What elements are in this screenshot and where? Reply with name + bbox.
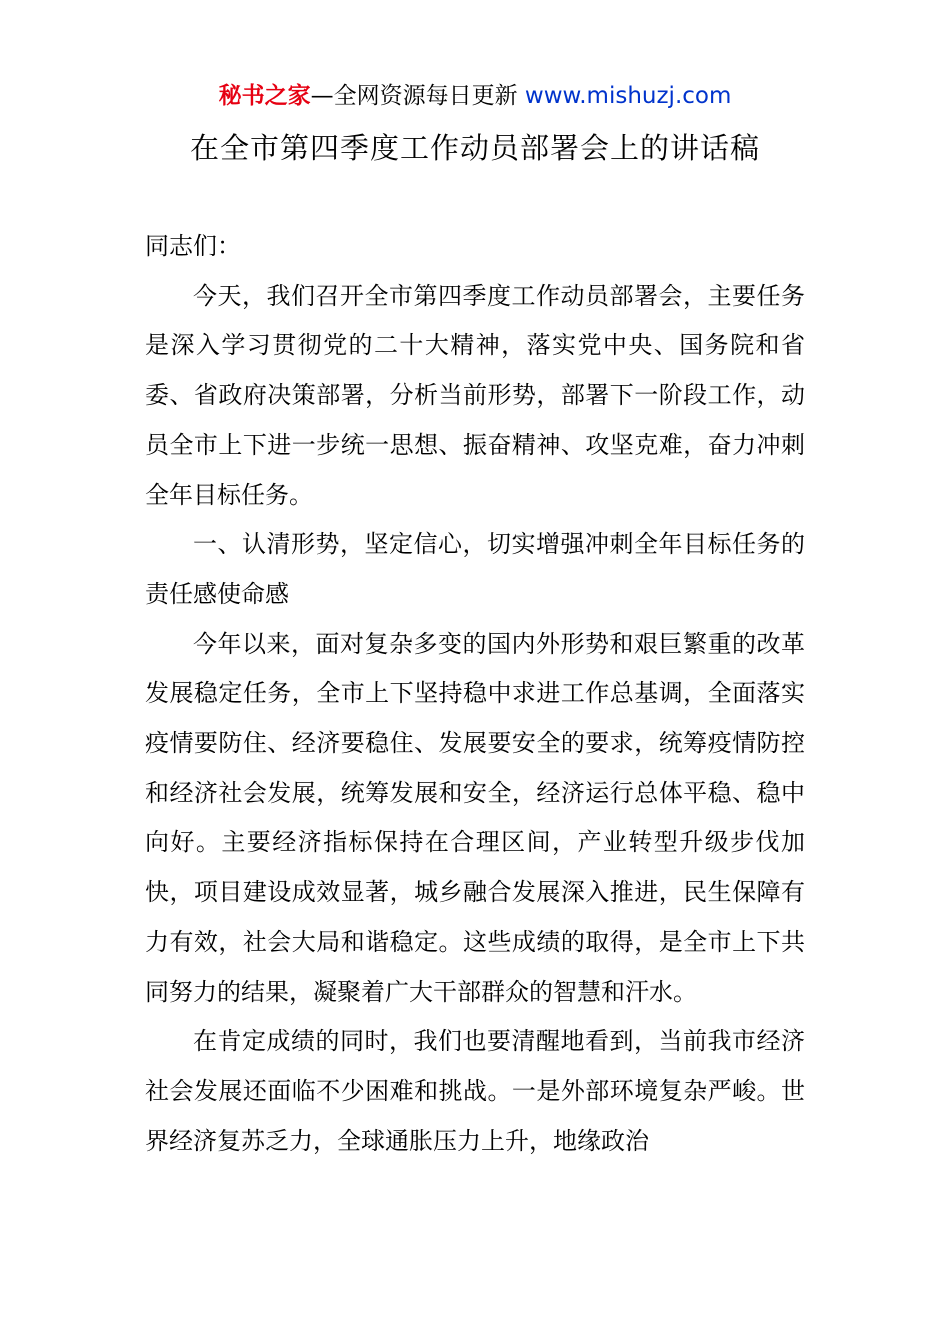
brand-name: 秘书之家 xyxy=(218,83,311,109)
paragraph-challenges: 在肯定成绩的同时，我们也要清醒地看到，当前我市经济社会发展还面临不少困难和挑战。一是外部环境复杂严峻。世界经济复苏乏力，全球通胀压力上升，地缘政治 xyxy=(145,1027,805,1155)
salutation: 同志们： xyxy=(145,232,241,260)
paragraph-achievements: 今年以来，面对复杂多变的国内外形势和艰巨繁重的改革发展稳定任务，全市上下坚持稳中求进工作总基调，全面落实疫情要防住、经济要稳住、发展要安全的要求，统筹疫情防控和经济社会发展，统筹发展和安全，经济运行总体平稳、稳中向好。主要经济指标保持在合理区间，产业转型升级步伐加快，项目建设成效显著，城乡融合发展深入推进，民生保障有力有效，社会大局和谐稳定。这些成绩的取得，是全市上下共同努力的结果，凝聚着广大干部群众的智慧和汗水。 xyxy=(145,629,805,1006)
site-url-link[interactable]: www.mishuzj.com xyxy=(524,83,732,109)
document-body xyxy=(145,222,805,1166)
paragraph-intro: 今天，我们召开全市第四季度工作动员部署会，主要任务是深入学习贯彻党的二十大精神，落实党中央、国务院和省委、省政府决策部署，分析当前形势，部署下一阶段工作，动员全市上下进一步统一思想、振奋精神、攻坚克难，奋力冲刺全年目标任务。 xyxy=(145,281,805,509)
document-title: 在全市第四季度工作动员部署会上的讲话稿 xyxy=(189,131,760,165)
header-tagline: —全网资源每日更新 xyxy=(310,83,518,109)
section-heading-1: 一、认清形势，坚定信心，切实增强冲刺全年目标任务的责任感使命感 xyxy=(145,530,805,608)
site-header xyxy=(0,80,950,112)
